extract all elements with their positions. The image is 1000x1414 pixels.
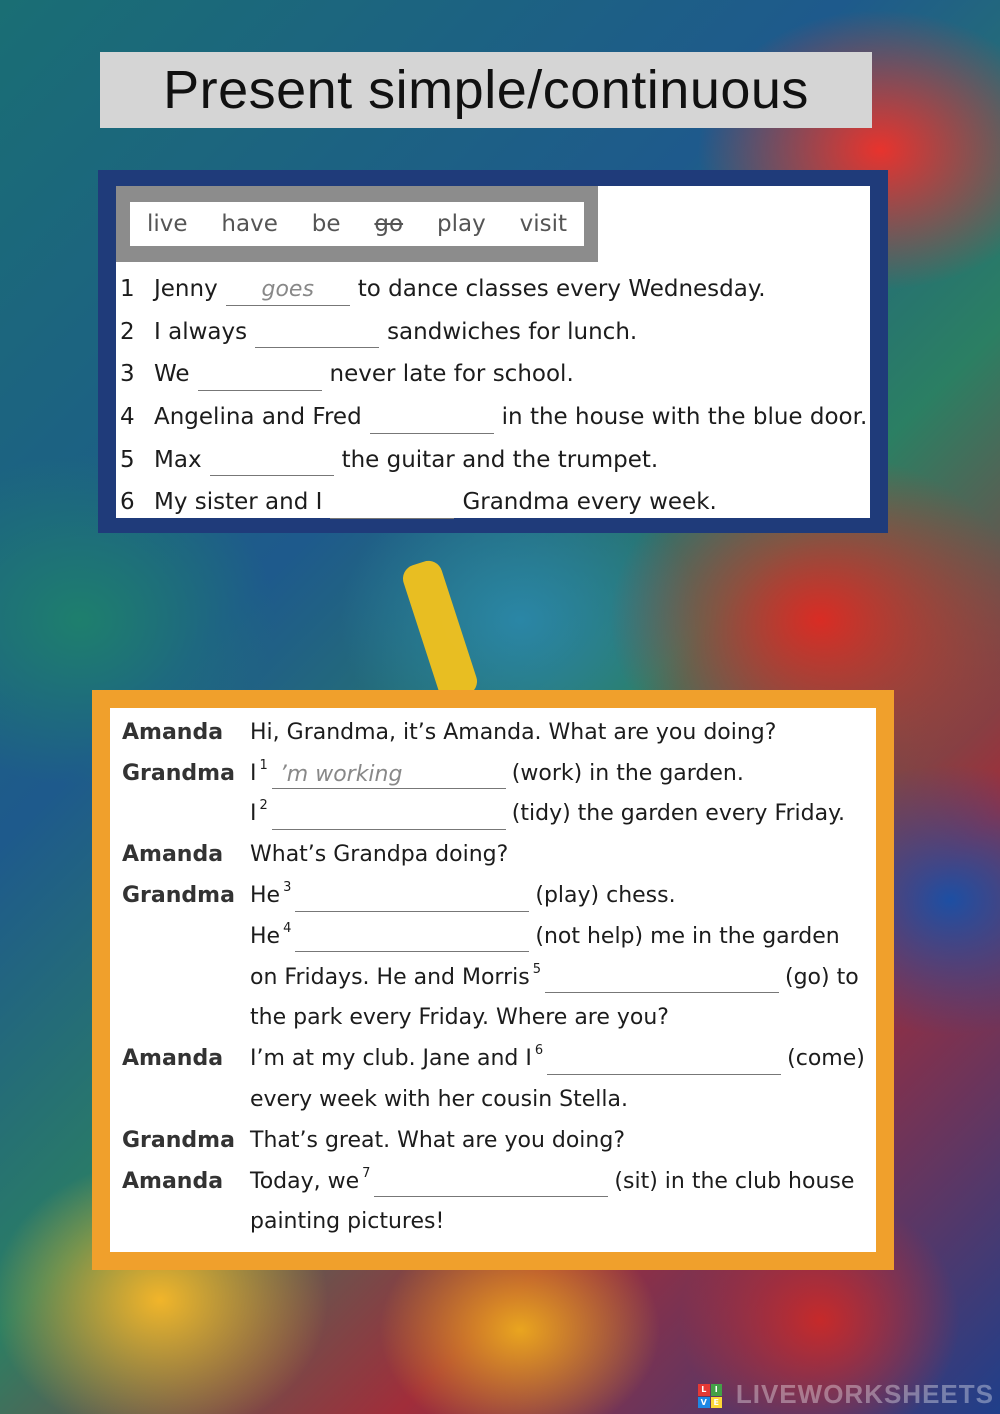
gap-number: 6 — [534, 1043, 544, 1059]
sentence-end: in the house with the blue door. — [501, 404, 868, 431]
dialogue-row — [122, 1161, 876, 1202]
dialogue-row — [122, 834, 876, 875]
speaker-name: Grandma — [122, 1127, 235, 1153]
sentence-end: never late for school. — [329, 361, 574, 388]
logo-letter: E — [711, 1397, 723, 1409]
gap-number: 3 — [283, 880, 292, 896]
dialogue-line — [250, 1043, 865, 1072]
dialogue-line — [250, 1165, 855, 1194]
dialogue-line — [250, 880, 676, 909]
line-text: on Fridays. He and Morris — [250, 964, 530, 990]
line-text: the park every Friday. Where are you? — [250, 1005, 669, 1031]
line-text: I — [250, 801, 257, 827]
sentence-end: the guitar and the trumpet. — [341, 446, 659, 473]
gap-input-2[interactable] — [272, 804, 506, 830]
gap-input-1[interactable]: ’m working — [272, 763, 506, 789]
speaker-name: Grandma — [122, 883, 235, 909]
dialogue-row — [122, 916, 876, 957]
sentence-3 — [120, 353, 870, 396]
answer-input-5[interactable] — [210, 447, 334, 476]
speaker-name: Amanda — [122, 1046, 224, 1072]
line-text: He — [250, 923, 281, 949]
answer-input-6[interactable] — [330, 490, 454, 519]
gap-number: 1 — [259, 757, 268, 773]
dialogue-line — [250, 798, 845, 827]
gap-input-7[interactable] — [374, 1171, 608, 1197]
gap-number: 7 — [362, 1165, 371, 1181]
liveworksheets-logo — [698, 1384, 722, 1408]
sentence-5 — [120, 438, 870, 481]
dialogue-row — [122, 753, 876, 794]
word-live: live — [146, 211, 188, 237]
answer-input-2[interactable] — [255, 319, 379, 348]
line-text: He — [250, 883, 281, 909]
exercise1-sentence-list — [120, 268, 870, 524]
word-have: have — [221, 211, 278, 237]
sentence-number: 4 — [120, 404, 135, 431]
exercise2-card — [110, 708, 876, 1252]
word-visit: visit — [519, 211, 567, 237]
word-box-frame — [116, 186, 598, 262]
word-play: play — [436, 211, 486, 237]
line-text: Hi, Grandma, it’s Amanda. What are you doing? — [250, 719, 777, 745]
speaker-name: Amanda — [122, 1168, 224, 1194]
sentence-number: 5 — [120, 446, 135, 473]
dialogue-row — [122, 1038, 876, 1079]
answer-input-3[interactable] — [198, 362, 322, 391]
sentence-end: to dance classes every Wednesday. — [357, 276, 766, 303]
gap-input-5[interactable] — [545, 967, 779, 993]
logo-letter: V — [698, 1397, 710, 1409]
logo-letter: I — [711, 1384, 723, 1396]
speaker-name: Grandma — [122, 760, 235, 786]
sentence-number: 2 — [120, 318, 135, 345]
dialogue-line — [250, 961, 859, 990]
sentence-number: 6 — [120, 489, 135, 516]
sentence-number: 1 — [120, 276, 135, 303]
gap-number: 2 — [259, 798, 268, 814]
gap-input-3[interactable] — [295, 886, 529, 912]
line-text: I’m at my club. Jane and I — [250, 1046, 532, 1072]
dialogue-row — [122, 957, 876, 998]
speaker-name: Amanda — [122, 719, 224, 745]
sentence-1 — [120, 268, 870, 311]
dialogue-row — [122, 1120, 876, 1161]
exercise1-card — [116, 186, 870, 518]
gap-number: 5 — [532, 961, 541, 977]
dialogue-line — [250, 920, 840, 949]
sentence-start: Jenny — [154, 276, 218, 303]
verb-hint: (tidy) the garden every Friday. — [511, 801, 845, 827]
verb-hint: (play) chess. — [535, 883, 676, 909]
dialogue-line — [250, 720, 776, 745]
verb-hint: (come) — [787, 1046, 865, 1072]
dialogue-line — [250, 1128, 625, 1153]
sentence-start: We — [154, 361, 190, 388]
verb-hint: (not help) me in the garden — [535, 923, 840, 949]
word-box — [130, 202, 584, 246]
word-be: be — [311, 211, 341, 237]
answer-input-1[interactable]: goes — [226, 277, 350, 306]
dialogue-line — [250, 757, 744, 788]
dialogue-row — [122, 794, 876, 835]
dialogue-line — [250, 1005, 669, 1030]
sentence-start: Angelina and Fred — [154, 404, 362, 431]
dialogue-row — [122, 875, 876, 916]
gap-input-4[interactable] — [295, 926, 529, 952]
paint-background-decoration — [399, 557, 480, 703]
line-text: every week with her cousin Stella. — [250, 1087, 628, 1113]
sentence-end: sandwiches for lunch. — [387, 318, 638, 345]
sentence-end: Grandma every week. — [462, 489, 717, 516]
line-text: I — [250, 760, 257, 786]
gap-number: 4 — [283, 920, 292, 936]
sentence-4 — [120, 396, 870, 439]
gap-input-6[interactable] — [547, 1049, 781, 1075]
sentence-2 — [120, 311, 870, 354]
verb-hint: (sit) in the club house — [614, 1168, 855, 1194]
dialogue-line — [250, 842, 508, 867]
dialogue-row — [122, 1202, 876, 1243]
line-text: Today, we — [250, 1168, 360, 1194]
dialogue — [122, 712, 876, 1242]
answer-input-4[interactable] — [370, 405, 494, 434]
dialogue-line — [250, 1087, 628, 1112]
page-title: Present simple/continuous — [100, 52, 872, 128]
line-text: What’s Grandpa doing? — [250, 842, 509, 868]
word-go-crossed: go — [374, 211, 404, 237]
dialogue-row — [122, 998, 876, 1039]
sentence-6 — [120, 481, 870, 524]
dialogue-line — [250, 1209, 444, 1234]
sentence-start: Max — [154, 446, 202, 473]
line-text: painting pictures! — [250, 1209, 445, 1235]
dialogue-row — [122, 1079, 876, 1120]
verb-hint: (go) to — [784, 964, 859, 990]
watermark: LIVEWORKSHEETS — [735, 1379, 994, 1409]
speaker-name: Amanda — [122, 842, 224, 868]
sentence-number: 3 — [120, 361, 135, 388]
sentence-start: My sister and I — [154, 489, 323, 516]
verb-hint: (work) in the garden. — [511, 760, 744, 786]
sentence-start: I always — [154, 318, 248, 345]
dialogue-row — [122, 712, 876, 753]
line-text: That’s great. What are you doing? — [250, 1127, 625, 1153]
logo-letter: L — [698, 1384, 710, 1396]
